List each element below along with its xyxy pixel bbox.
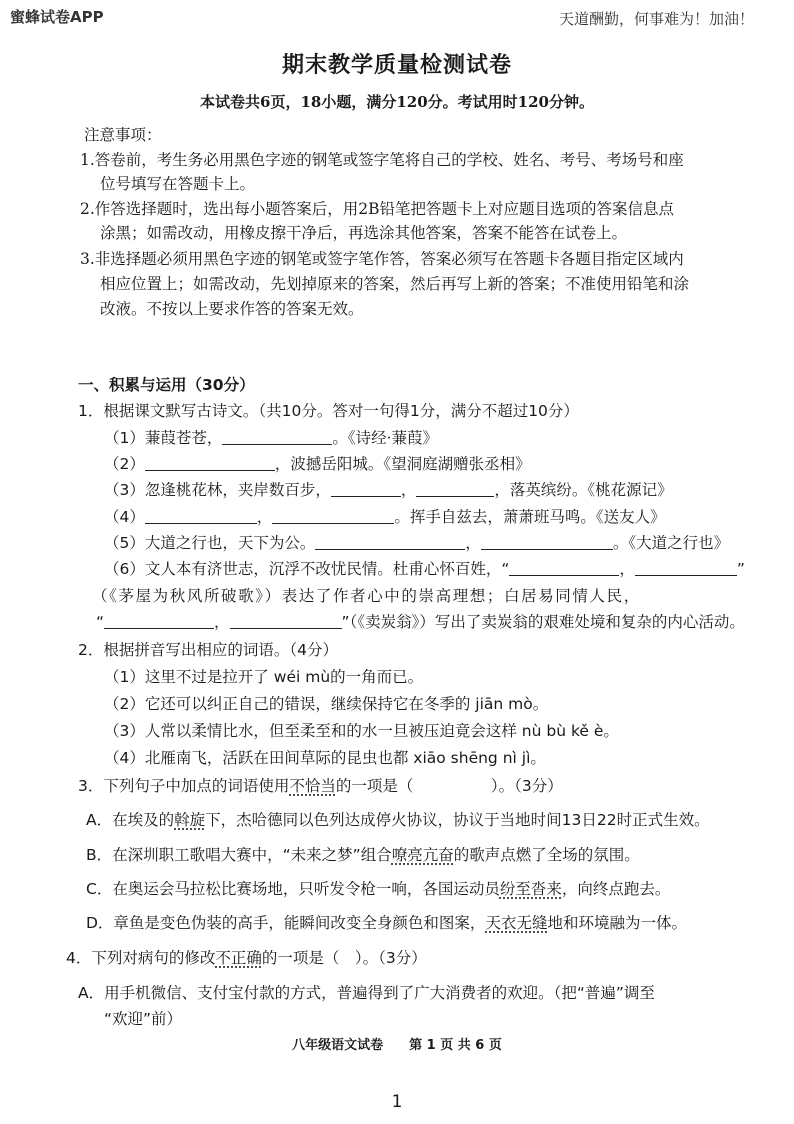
q3-option-d (86, 911, 687, 933)
page-title: 期末教学质量检测试卷 (281, 52, 512, 78)
q1-l3-sep: ， (400, 481, 417, 499)
q1-l6a-end: ” (736, 560, 745, 578)
q3-option-a (86, 808, 710, 830)
q1-l4-post: 。挥手自兹去，萧萧班马鸣。《送友人》 (394, 508, 666, 526)
page-footer: 八年级语文试卷 第 1 页 共 6 页 (292, 1038, 502, 1053)
q1-line-6c (96, 610, 745, 632)
q1-l6a-comma: ， (619, 560, 635, 578)
q3-d-post: 地和环境融为一体。 (547, 914, 687, 932)
q1-l1-post: 。《诗经·蒹葭》 (332, 429, 439, 447)
q3-a-emphasis: 斡旋 (174, 811, 206, 829)
answer-blank[interactable] (104, 613, 214, 629)
answer-blank[interactable] (145, 508, 257, 524)
page-number: 1 (391, 1092, 403, 1112)
exam-info: 本试卷共6页，18小题，满分120分。考试用时120分钟。 (200, 93, 594, 111)
note-2a: 2.作答选择题时，选出每小题答案后，用2B铅笔把答题卡上对应题目选项的答案信息点 (80, 200, 675, 218)
answer-blank[interactable] (481, 534, 613, 550)
answer-blank[interactable] (222, 429, 332, 445)
q1-l4-sep: ， (256, 508, 273, 526)
q3-a-pre: A．在埃及的 (86, 811, 175, 829)
q1-l3-post: ，落英缤纷。《桃花源记》 (494, 481, 673, 499)
q1-stem: 1．根据课文默写古诗文。（共10分。答对一句得1分，满分不超过10分） (78, 402, 579, 420)
q1-line-6b: （《茅屋为秋风所破歌》）表达了作者心中的崇高理想；白居易同情人民， (92, 587, 641, 605)
q4-stem-pre: 4．下列对病句的修改 (66, 949, 216, 967)
note-3b: 相应位置上；如需改动，先划掉原来的答案，然后再写上新的答案；不准使用铅笔和涂 (100, 275, 690, 293)
q3-a-post: 下，杰哈德同以色列达成停火协议，协议于当地时间13日22时正式生效。 (205, 811, 710, 829)
q1-l3-pre: （3）忽逢桃花林，夹岸数百步， (104, 481, 331, 499)
q1-l5-pre: （5）大道之行也，天下为公。 (104, 534, 316, 552)
q3-d-pre: D．章鱼是变色伪装的高手，能瞬间改变全身颜色和图案， (86, 914, 486, 932)
note-3c: 改液。不按以上要求作答的答案无效。 (100, 300, 364, 318)
q1-line-6a (104, 557, 745, 579)
q1-l6c-post: ”（《卖炭翁》）写出了卖炭翁的艰难处境和复杂的内心活动。 (341, 613, 745, 631)
q4-option-a-line1: A．用手机微信、支付宝付款的方式，普遍得到了广大消费者的欢迎。（把“普遍”调至 (78, 984, 655, 1002)
motto: 天道酬勤，何事难为！加油！ (558, 10, 754, 28)
q4-stem-emphasis: 不正确 (215, 949, 262, 967)
emphasis-text: 不恰当 (289, 777, 336, 795)
q3-stem-post: 的一项是（ ）。（3分） (335, 777, 563, 795)
q1-l2-pre: （2） (104, 455, 145, 473)
note-3a: 3.非选择题必须用黑色字迹的钢笔或签字笔作答，答案必须写在答题卡各题目指定区域内 (80, 250, 684, 268)
q2-item-4: （4）北雁南飞，活跃在田间草际的昆虫也都 xiāo shēng nì jì。 (104, 749, 546, 767)
q1-line-4 (104, 505, 666, 527)
answer-blank[interactable] (416, 481, 494, 497)
q1-l6c-comma: ， (214, 613, 230, 631)
q3-option-b (86, 843, 640, 865)
q1-l5-post: 。《大道之行也》 (612, 534, 730, 552)
q4-option-a-line2: “欢迎”前） (104, 1010, 183, 1028)
q1-l4-pre: （4） (104, 508, 145, 526)
q3-stem (78, 774, 563, 796)
q3-c-post: ，向终点跑去。 (561, 880, 671, 898)
answer-blank[interactable] (145, 455, 275, 471)
q3-stem-pre: 3．下列句子中加点的词语使用 (78, 777, 290, 795)
q1-line-5 (104, 531, 729, 553)
q1-line-3 (104, 478, 673, 500)
q3-option-c (86, 877, 670, 899)
note-1b: 位号填写在答题卡上。 (100, 175, 256, 193)
q2-stem: 2．根据拼音写出相应的词语。（4分） (78, 641, 338, 659)
note-2b: 涂黑；如需改动，用橡皮擦干净后，再选涂其他答案，答案不能答在试卷上。 (100, 224, 628, 242)
answer-blank[interactable] (509, 560, 619, 576)
answer-blank[interactable] (315, 534, 465, 550)
q1-line-1 (104, 426, 438, 448)
app-name: 蜜蜂试卷APP (10, 8, 104, 26)
q2-item-2: （2）它还可以纠正自己的错误，继续保持它在冬季的 jiān mò。 (104, 695, 549, 713)
section-heading: 一、积累与运用（30分） (78, 376, 255, 394)
q1-l6c-pre: “ (96, 613, 105, 631)
q2-item-1: （1）这里不过是拉开了 wéi mù的一角而已。 (104, 668, 424, 686)
q2-item-3: （3）人常以柔情比水，但至柔至和的水一旦被压迫竟会这样 nù bù kě è。 (104, 722, 619, 740)
q4-stem (66, 946, 427, 968)
q1-line-2 (104, 452, 531, 474)
answer-blank[interactable] (272, 508, 394, 524)
q3-b-pre: B．在深圳职工歌唱大赛中，“未来之梦”组合 (86, 846, 392, 864)
q4-stem-post: 的一项是（ ）。（3分） (261, 949, 427, 967)
q1-l1-pre: （1）蒹葭苍苍， (104, 429, 223, 447)
q1-l2-post: ，波撼岳阳城。《望洞庭湖赠张丞相》 (274, 455, 531, 473)
q3-d-emphasis: 天衣无缝 (485, 914, 548, 932)
q1-l6a-text: （6）文人本有济世志，沉浮不改忧民情。杜甫心怀百姓，“ (104, 560, 510, 578)
q3-b-emphasis: 嘹亮亢奋 (391, 846, 454, 864)
answer-blank[interactable] (635, 560, 737, 576)
note-1a: 1.答卷前，考生务必用黑色字迹的钢笔或签字笔将自己的学校、姓名、考号、考场号和座 (80, 151, 684, 169)
q1-l5-sep: ， (465, 534, 481, 552)
q3-c-pre: C．在奥运会马拉松比赛场地，只听发令枪一响，各国运动员 (86, 880, 500, 898)
q3-c-emphasis: 纷至沓来 (499, 880, 562, 898)
answer-blank[interactable] (331, 481, 401, 497)
answer-blank[interactable] (230, 613, 342, 629)
notes-label: 注意事项： (84, 126, 162, 144)
q3-stem-emphasis (289, 777, 336, 795)
q3-b-post: 的歌声点燃了全场的氛围。 (453, 846, 640, 864)
